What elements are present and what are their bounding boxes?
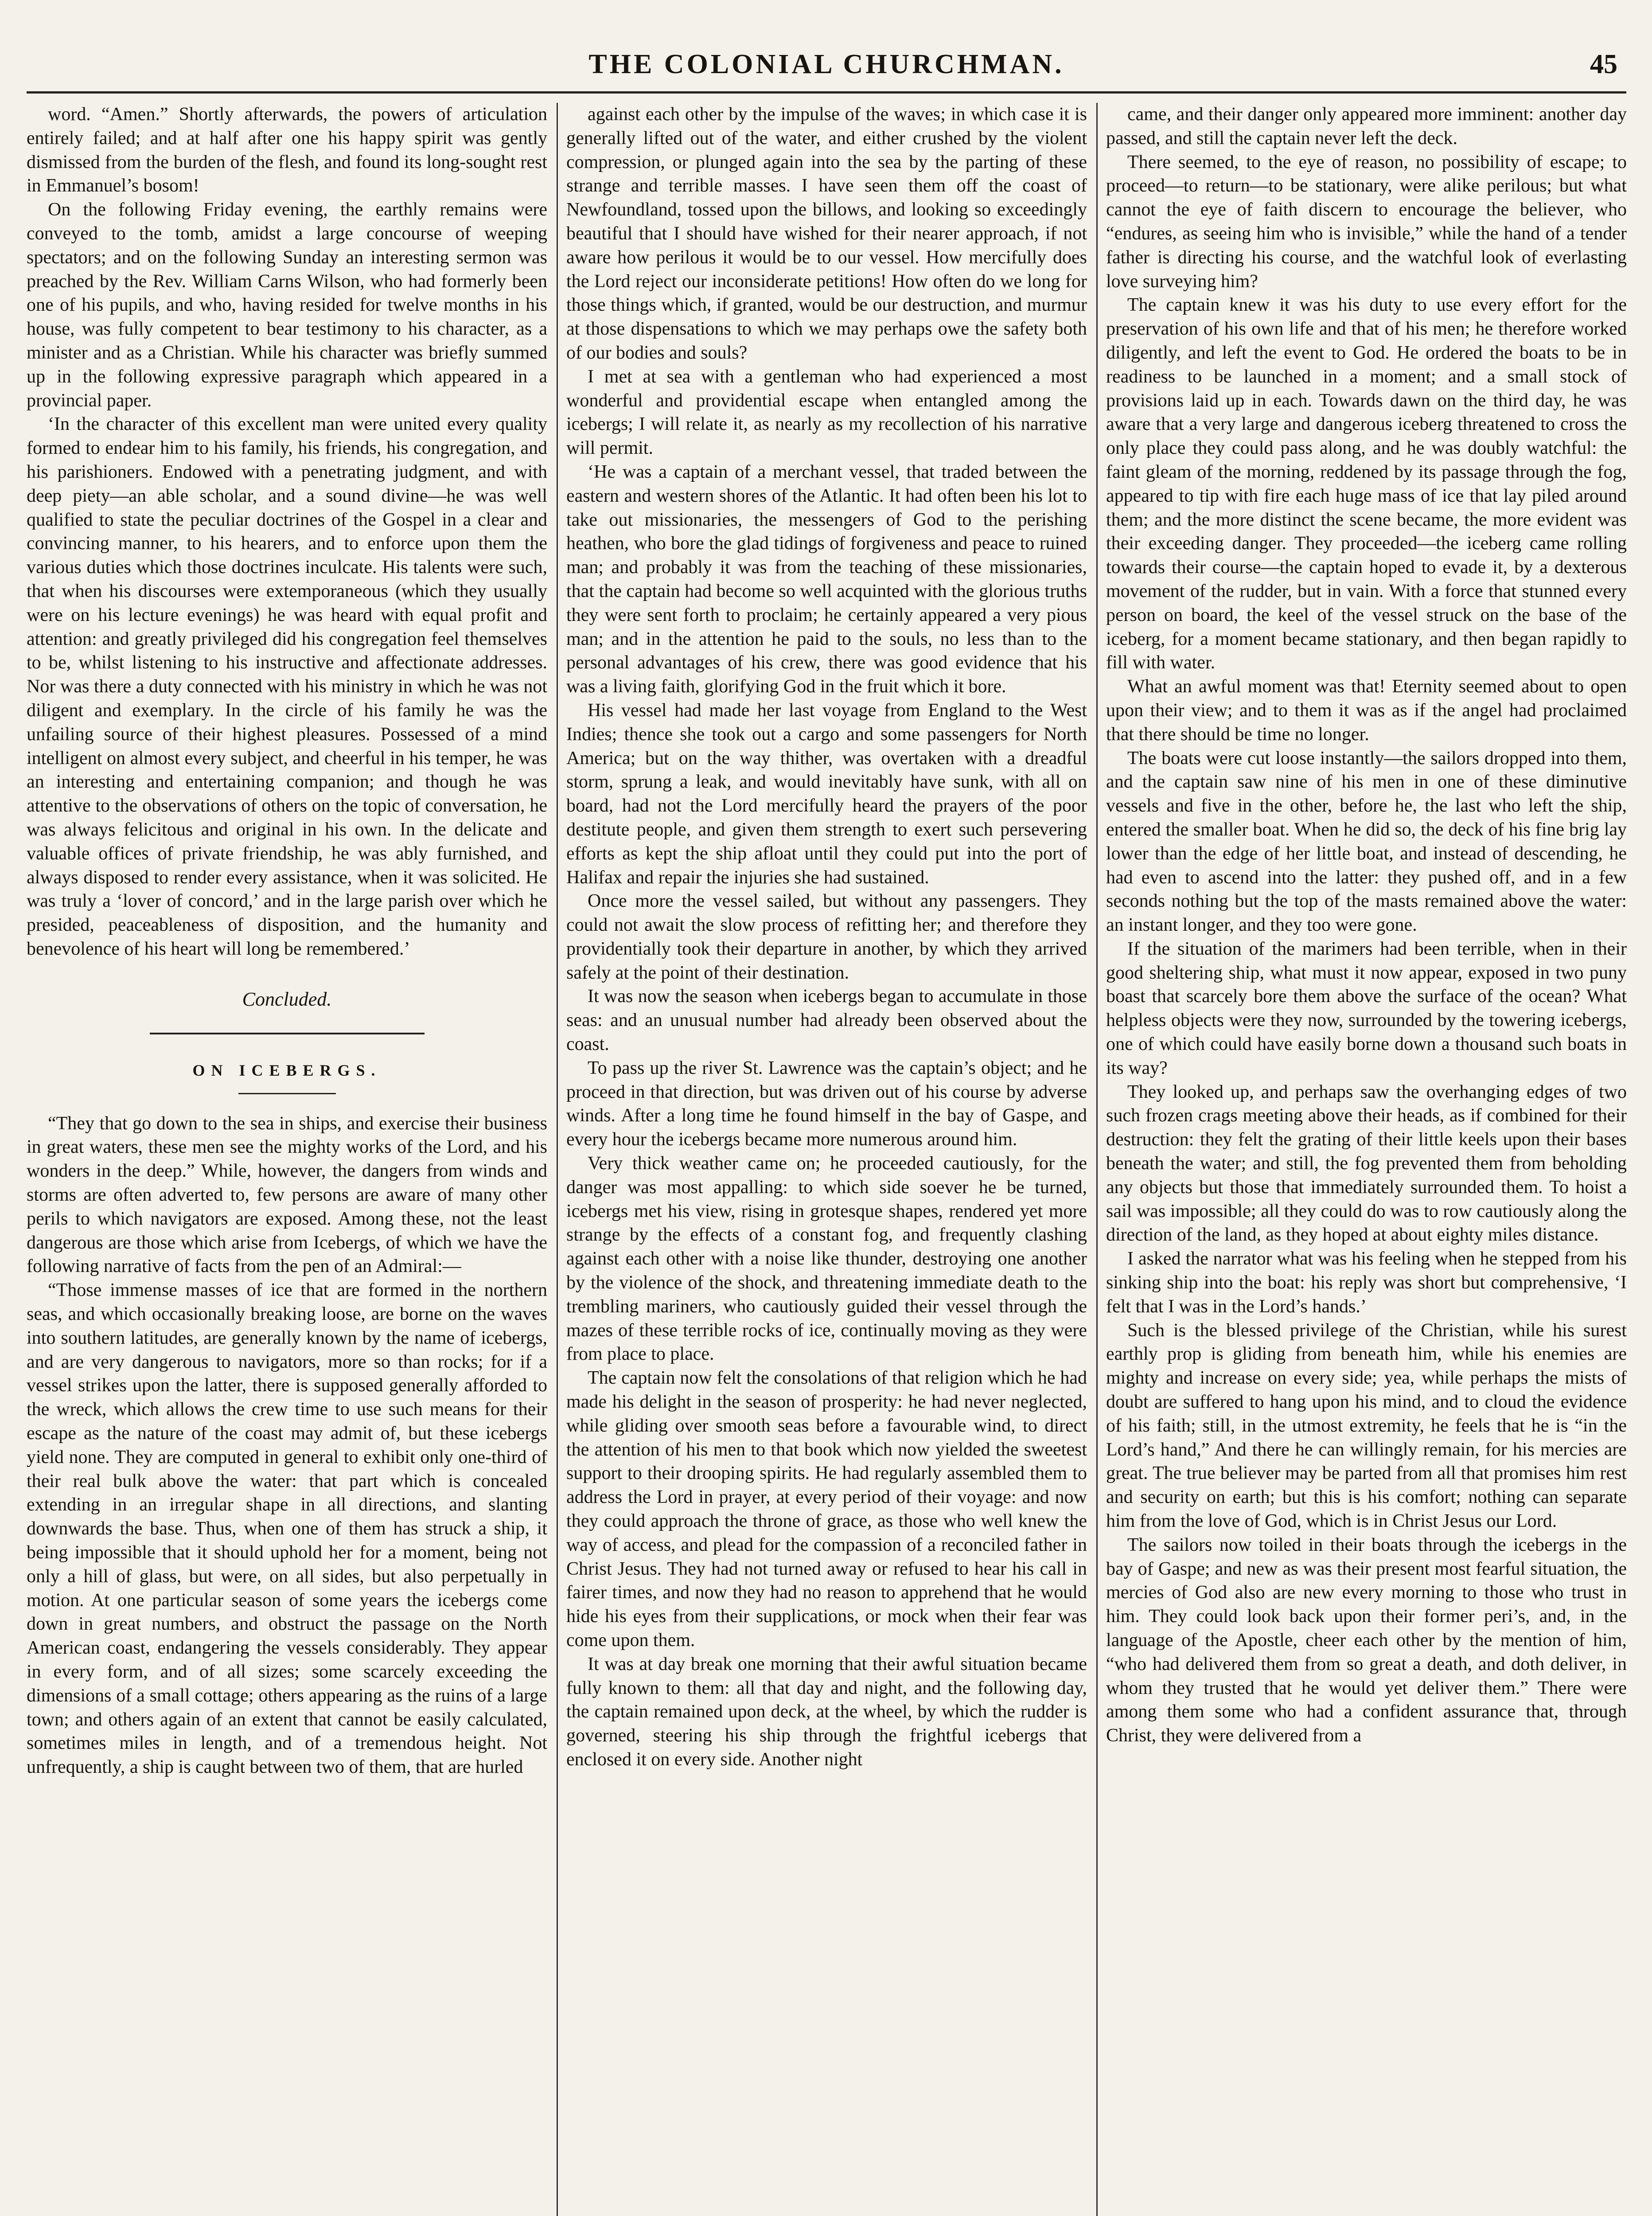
body-paragraph: The captain knew it was his duty to use every effort for the preservation of his own life and that of his men; he therefore worked diligently, and left the event to God. He ordered the boats to be in readiness to be launched in a moment; and a small stock of provisions laid up in each. Towards dawn on the third day, he was aware that a very large and dangerous iceberg threatened to cross the only place they could pass along, and he was doubly watchful: the faint gleam of the morning, reddened by its passage through the fog, appeared to tip with fire each huge mass of ice that lay piled around them; and the more distinct the scene became, the more evident was their exceeding danger. They proceeded—the iceberg came rolling towards their course—the captain hoped to evade it, by a dexterous movement of the rudder, but in vain. With a force that stunned every person on board, the keel of the vessel struck on the base of the iceberg, for a moment became stationary, and then began rapidly to fill with water.	[1106, 295, 1627, 673]
body-paragraph: The captain now felt the consolations of that religion which he had made his delight in the season of prosperity: he had never neglected, while gliding over smooth seas before a favourable wind, to direct the attention of his men to that book which now yielded the sweetest support to their drooping spirits. He had regularly assembled them to address the Lord in prayer, at every period of their voyage: and now they could approach the throne of grace, as those who well knew the way of access, and plead for the compassion of a reconciled father in Christ Jesus. They had not turned away or refused to hear his call in fairer times, and now they had no reason to apprehend that he would hide his eyes from their supplications, or mock when their fear was come upon them.	[566, 1368, 1087, 1650]
column-divider	[1096, 103, 1098, 2216]
body-paragraph: Once more the vessel sailed, but without any passengers. They could not await the slow process of refitting her; and therefore they providentially took their departure in another, by which they arrived safely at the point of their destination.	[566, 891, 1087, 983]
column-2	[566, 103, 1087, 2216]
article-heading: ON ICEBERGS.	[192, 1061, 382, 1079]
body-paragraph: against each other by the impulse of the waves; in which case it is generally lifted out of the water, and either crushed by the violent compression, or plunged again into the sea by the parting of these strange and terrible masses. I have seen them off the coast of Newfoundland, tossed upon the billows, and looking so exceedingly beautiful that I should have wished for their nearer approach, if not aware how perilous it would be to our vessel. How mercifully does the Lord reject our inconsiderate petitions! How often do we long for those things which, if granted, would be our destruction, and murmur at those dispensations to which we may perhaps owe the safety both of our bodies and souls?	[566, 104, 1087, 363]
body-paragraph: It was at day break one morning that their awful situation became fully known to them: all that day and night, and the following day, the captain remained upon deck, at the wheel, by which the rudder is governed, steering his ship through the frightful icebergs that enclosed it on every side. Another night	[566, 1654, 1087, 1770]
body-paragraph: I met at sea with a gentleman who had experienced a most wonderful and providential escape when entangled among the icebergs; I will relate it, as nearly as my recollection of his narrative will permit.	[566, 366, 1087, 459]
body-paragraph: I asked the narrator what was his feeling when he stepped from his sinking ship into the boat: his reply was short but comprehensive, ‘I felt that I was in the Lord’s hands.’	[1106, 1248, 1627, 1317]
column-1	[27, 103, 547, 2216]
body-paragraph: came, and their danger only appeared more imminent: another day passed, and still the captain never left the deck.	[1106, 104, 1627, 148]
body-paragraph: ‘He was a captain of a merchant vessel, that traded between the eastern and western shores of the Atlantic. It had often been his lot to take out missionaries, the messengers of God to the perishing heathen, who bore the glad tidings of forgiveness and peace to ruined man; and probably it was from the teaching of these missionaries, that the captain had become so well acquinted with the glorious truths they were sent forth to proclaim; he certainly appeared a very pious man; and in the attention he paid to the souls, no less than to the personal advantages of his crew, there was good evidence that his was a living faith, glorifying God in the fruit which it bore.	[566, 461, 1087, 697]
body-paragraph: What an awful moment was that! Eternity seemed about to open upon their view; and to them it was as if the angel had proclaimed that there should be time no longer.	[1106, 676, 1627, 745]
body-paragraph: The boats were cut loose instantly—the sailors dropped into them, and the captain saw nine of his men in one of these diminutive vessels and five in the other, before he, the last who left the ship, entered the smaller boat. When he did so, the deck of his fine brig lay lower than the edge of her little boat, and instead of descending, he had even to ascend into the latter: they pushed off, and in a few seconds nothing but the top of the masts remained above the water: an instant longer, and they too were gone.	[1106, 748, 1627, 936]
header-rule	[27, 91, 1626, 94]
body-paragraph: Such is the blessed privilege of the Christian, while his surest earthly prop is gliding from beneath him, while his enemies are mighty and increase on every side; yea, while perhaps the mists of doubt are suffered to hang upon his mind, and to cloud the evidence of his faith; still, in the utmost extremity, he feels that he is “in the Lord’s hand,” And there he can willingly remain, for his mercies are great. The true believer may be parted from all that promises him rest and security on earth; but this is his comfort; nothing can separate him from the love of God, which is in Christ Jesus our Lord.	[1106, 1320, 1627, 1532]
body-paragraph: His vessel had made her last voyage from England to the West Indies; thence she took out a cargo and some passengers for North America; but on the way thither, was overtaken with a dreadful storm, sprung a leak, and would inevitably have sunk, with all on board, had not the Lord mercifully heard the prayers of the poor destitute people, and given them strength to exert such persevering efforts as kept the ship afloat until they could put into the port of Halifax and repair the injuries she had sustained.	[566, 700, 1087, 888]
body-paragraph: It was now the season when icebergs began to accumulate in those seas: and an unusual number had already been observed about the coast.	[566, 986, 1087, 1055]
column-divider	[557, 103, 558, 2216]
body-paragraph: ‘In the character of this excellent man were united every quality formed to endear him to his family, his friends, his congregation, and his parishioners. Endowed with a penetrating judgment, and with deep piety—an able scholar, and a sound divine—he was well qualified to state the peculiar doctrines of the Gospel in a clear and convincing manner, to his hearers, and to enforce upon them the various duties which those doctrines inculcate. His talents were such, that when his discourses were extemporaneous (which they usually were on his lecture evenings) he was heard with equal profit and attention: and greatly privileged did his congregation feel themselves to be, whilst listening to his instructive and affectionate addresses. Nor was there a duty connected with his ministry in which he was not diligent and exemplary. In the circle of his family he was the unfailing source of their highest pleasures. Possessed of a mind intelligent on almost every subject, and cheerful in his temper, he was an interesting and entertaining companion; and though he was attentive to the observations of others on the topic of conversation, he was always felicitous and original in his own. In the delicate and valuable offices of private friendship, he was ably furnished, and always disposed to render every assistance, when it was solicited. He was truly a ‘lover of concord,’ and in the large parish over which he presided, peaceableness of disposition, and the humanity and benevolence of his heart will long be remembered.’	[27, 414, 547, 959]
body-paragraph: There seemed, to the eye of reason, no possibility of escape; to proceed—to return—to be stationary, were alike perilous; but what cannot the eye of faith discern to encourage the believer, who “endures, as seeing him who is invisible,” while the hand of a tender father is directing his course, and the watchful look of everlasting love surveying him?	[1106, 152, 1627, 292]
body-paragraph: The sailors now toiled in their boats through the icebergs in the bay of Gaspe; and new as was their present most fearful situation, the mercies of God also are new every morning to those who trust in him. They could look back upon their former peri’s, and, in the language of the Apostle, cheer each other by the mention of him, “who had delivered them from so great a death, and doth deliver, in whom they trusted that he would yet deliver them.” There were among them some who had a confident assurance that, through Christ, they were delivered from a	[1106, 1534, 1627, 1746]
body-paragraph: If the situation of the marimers had been terrible, when in their good sheltering ship, what must it now appear, exposed in two puny boast that scarcely bore them above the surface of the ocean? What helpless objects were they now, surrounded by the towering icebergs, one of which could have easily borne down a thousand such boats in its way?	[1106, 938, 1627, 1078]
column-3	[1106, 103, 1627, 2216]
body-paragraph: On the following Friday evening, the earthly remains were conveyed to the tomb, amidst a large concourse of weeping spectators; and on the following Sunday an interesting sermon was preached by the Rev. William Carns Wilson, who had formerly been one of his pupils, and who, having resided for twelve months in his house, was fully competent to bear testimony to his character, as a minister and as a Christian. While his character was briefly summed up in the following expressive paragraph which appeared in a provincial paper.	[27, 199, 547, 411]
body-paragraph: word. “Amen.” Shortly afterwards, the powers of articulation entirely failed; and at half after one his happy spirit was gently dismissed from the burden of the flesh, and found its long-sought rest in Emmanuel’s bosom!	[27, 104, 547, 196]
page-header	[27, 49, 1626, 93]
concluded-note: Concluded.	[242, 988, 332, 1010]
running-title: THE COLONIAL CHURCHMAN.	[588, 49, 1064, 79]
newspaper-page	[27, 49, 1626, 2216]
body-paragraph: They looked up, and perhaps saw the overhanging edges of two such frozen crags meeting above their heads, as if combined for their destruction: they felt the grating of their little keels upon their bases beneath the water; and still, the fog prevented them from beholding any objects but those that immediately surrounded them. To hoist a sail was impossible; all they could do was to row cautiously along the direction of the land, as they hoped at about eighty miles distance.	[1106, 1081, 1627, 1245]
body-paragraph: “They that go down to the sea in ships, and exercise their business in great waters, these men see the mighty works of the Lord, and his wonders in the deep.” While, however, the dangers from winds and storms are often adverted to, few persons are aware of many other perils to which navigators are exposed. Among these, not the least dangerous are those which arise from Icebergs, of which we have the following narrative of facts from the pen of an Admiral:—	[27, 1113, 547, 1277]
body-paragraph: Very thick weather came on; he proceeded cautiously, for the danger was most appalling: to which side soever he be turned, icebergs met his view, rising in grotesque shapes, rendered yet more strange by the effects of a constant fog, and frequently clashing against each other with a noise like thunder, destroying one another by the violence of the shock, and threatening immediate death to the trembling mariners, who cautiously guided their vessel through the mazes of these terrible rocks of ice, continually moving as they were from place to place.	[566, 1153, 1087, 1365]
section-rule	[150, 1033, 425, 1034]
body-paragraph: To pass up the river St. Lawrence was the captain’s object; and he proceed in that direction, but was driven out of his course by adverse winds. After a long time he found himself in the bay of Gaspe, and every hour the icebergs became more numerous around him.	[566, 1057, 1087, 1150]
page-number: 45	[1590, 49, 1617, 79]
body-paragraph: “Those immense masses of ice that are formed in the northern seas, and which occasionally breaking loose, are borne on the waves into southern latitudes, are generally known by the name of icebergs, and are very dangerous to navigators, more so than rocks; for if a vessel strikes upon the latter, there is supposed generally afforded to the wreck, which allows the crew time to use such means for their escape as the nature of the coast may admit of, but these icebergs yield none. They are computed in general to exhibit only one-third of their real bulk above the water: that part which is concealed extending in an irregular shape in all directions, and slanting downwards the base. Thus, when one of them has struck a ship, it being impossible that it should uphold her for a moment, being not only a hill of glass, but were, on all sides, but also perpetually in motion. At one particular season of some years the icebergs come down in great numbers, and obstruct the passage on the North American coast, endangering the vessels considerably. They appear in every form, and of all sizes; some scarcely exceeding the dimensions of a small cottage; others appearing as the ruins of a large town; and others again of an extent that cannot be easily calculated, sometimes miles in length, and of a tremendous height. Not unfrequently, a ship is caught between two of them, that are hurled	[27, 1280, 547, 1778]
heading-rule	[238, 1093, 336, 1094]
